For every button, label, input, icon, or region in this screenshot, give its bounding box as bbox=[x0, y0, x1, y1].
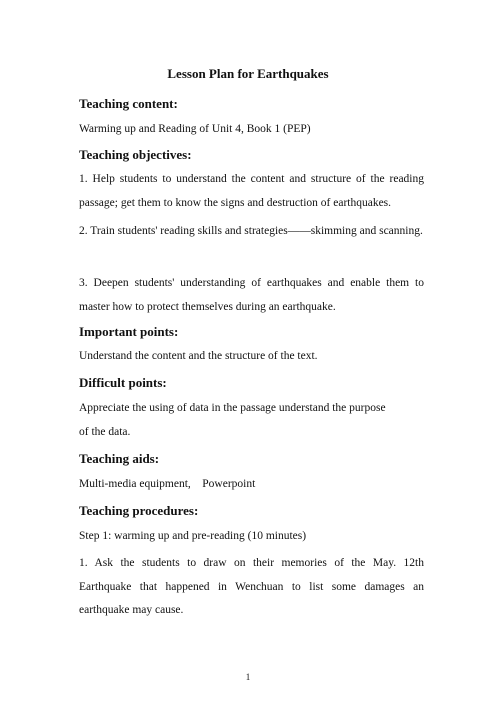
procedure-step-1: Step 1: warming up and pre-reading (10 minutes) bbox=[79, 530, 307, 542]
difficult-points-text-line-2: of the data. bbox=[79, 426, 131, 438]
important-points-heading: Important points: bbox=[79, 324, 179, 339]
objective-item-1: 1. Help students to understand the content and structure of the reading passage; get them to know the signs and destruction of earthquakes. bbox=[79, 173, 424, 209]
teaching-content-text: Warming up and Reading of Unit 4, Book 1 (PEP) bbox=[79, 123, 311, 135]
teaching-content-heading: Teaching content: bbox=[79, 96, 178, 111]
teaching-procedures-heading: Teaching procedures: bbox=[79, 503, 199, 518]
difficult-points-heading: Difficult points: bbox=[79, 375, 167, 390]
teaching-objectives-heading: Teaching objectives: bbox=[79, 147, 192, 162]
page-title: Lesson Plan for Earthquakes bbox=[167, 66, 329, 81]
important-points-text: Understand the content and the structure of the text. bbox=[79, 350, 318, 362]
objective-item-2: 2. Train students' reading skills and strategies——skimming and scanning. bbox=[79, 225, 423, 237]
teaching-aids-heading: Teaching aids: bbox=[79, 451, 160, 466]
difficult-points-text-line-1: Appreciate the using of data in the passage understand the purpose bbox=[79, 402, 386, 414]
page-number: 1 bbox=[245, 672, 251, 682]
procedure-item-1: 1. Ask the students to draw on their memories of the May. 12th Earthquake that happened in Wenchuan to list some damages an earthquake may cause. bbox=[79, 557, 424, 616]
objective-item-3: 3. Deepen students' understanding of earthquakes and enable them to master how to protect themselves during an earthquake. bbox=[79, 277, 424, 313]
teaching-aids-text: Multi-media equipment, Powerpoint bbox=[79, 478, 256, 490]
